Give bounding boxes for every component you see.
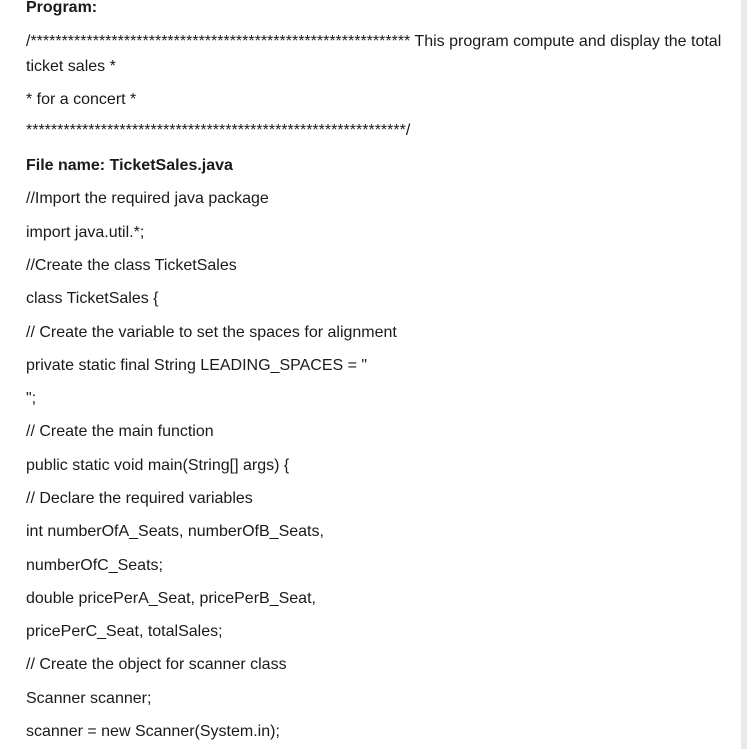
file-name-label: File name: TicketSales.java [26,157,233,174]
code-line: "; [26,390,37,407]
code-line: public static void main(String[] args) { [26,457,290,474]
code-line: // Create the object for scanner class [26,656,287,673]
code-line: // Declare the required variables [26,490,253,507]
code-line: private static final String LEADING_SPACES = " [26,357,368,374]
code-line: Scanner scanner; [26,690,152,707]
code-line: int numberOfA_Seats, numberOfB_Seats, [26,523,324,540]
code-line: double pricePerA_Seat, pricePerB_Seat, [26,590,316,607]
code-line: numberOfC_Seats; [26,557,163,574]
header-comment-line-2: ticket sales * [26,58,116,75]
code-line: //Create the class TicketSales [26,257,237,274]
code-line: // Create the main function [26,423,214,440]
code-line: scanner = new Scanner(System.in); [26,723,280,740]
code-line: pricePerC_Seat, totalSales; [26,623,223,640]
header-comment-line-4: *************************************************************/ [26,122,411,139]
header-comment-line-3: * for a concert * [26,91,137,108]
code-line: class TicketSales { [26,290,159,307]
program-heading: Program: [26,0,98,16]
code-line: // Create the variable to set the spaces for alignment [26,324,397,341]
header-comment-line-1: /************************************************************* This program compute and display the total [26,33,722,50]
right-edge-strip [741,0,747,749]
code-line: //Import the required java package [26,190,269,207]
code-line: import java.util.*; [26,224,145,241]
